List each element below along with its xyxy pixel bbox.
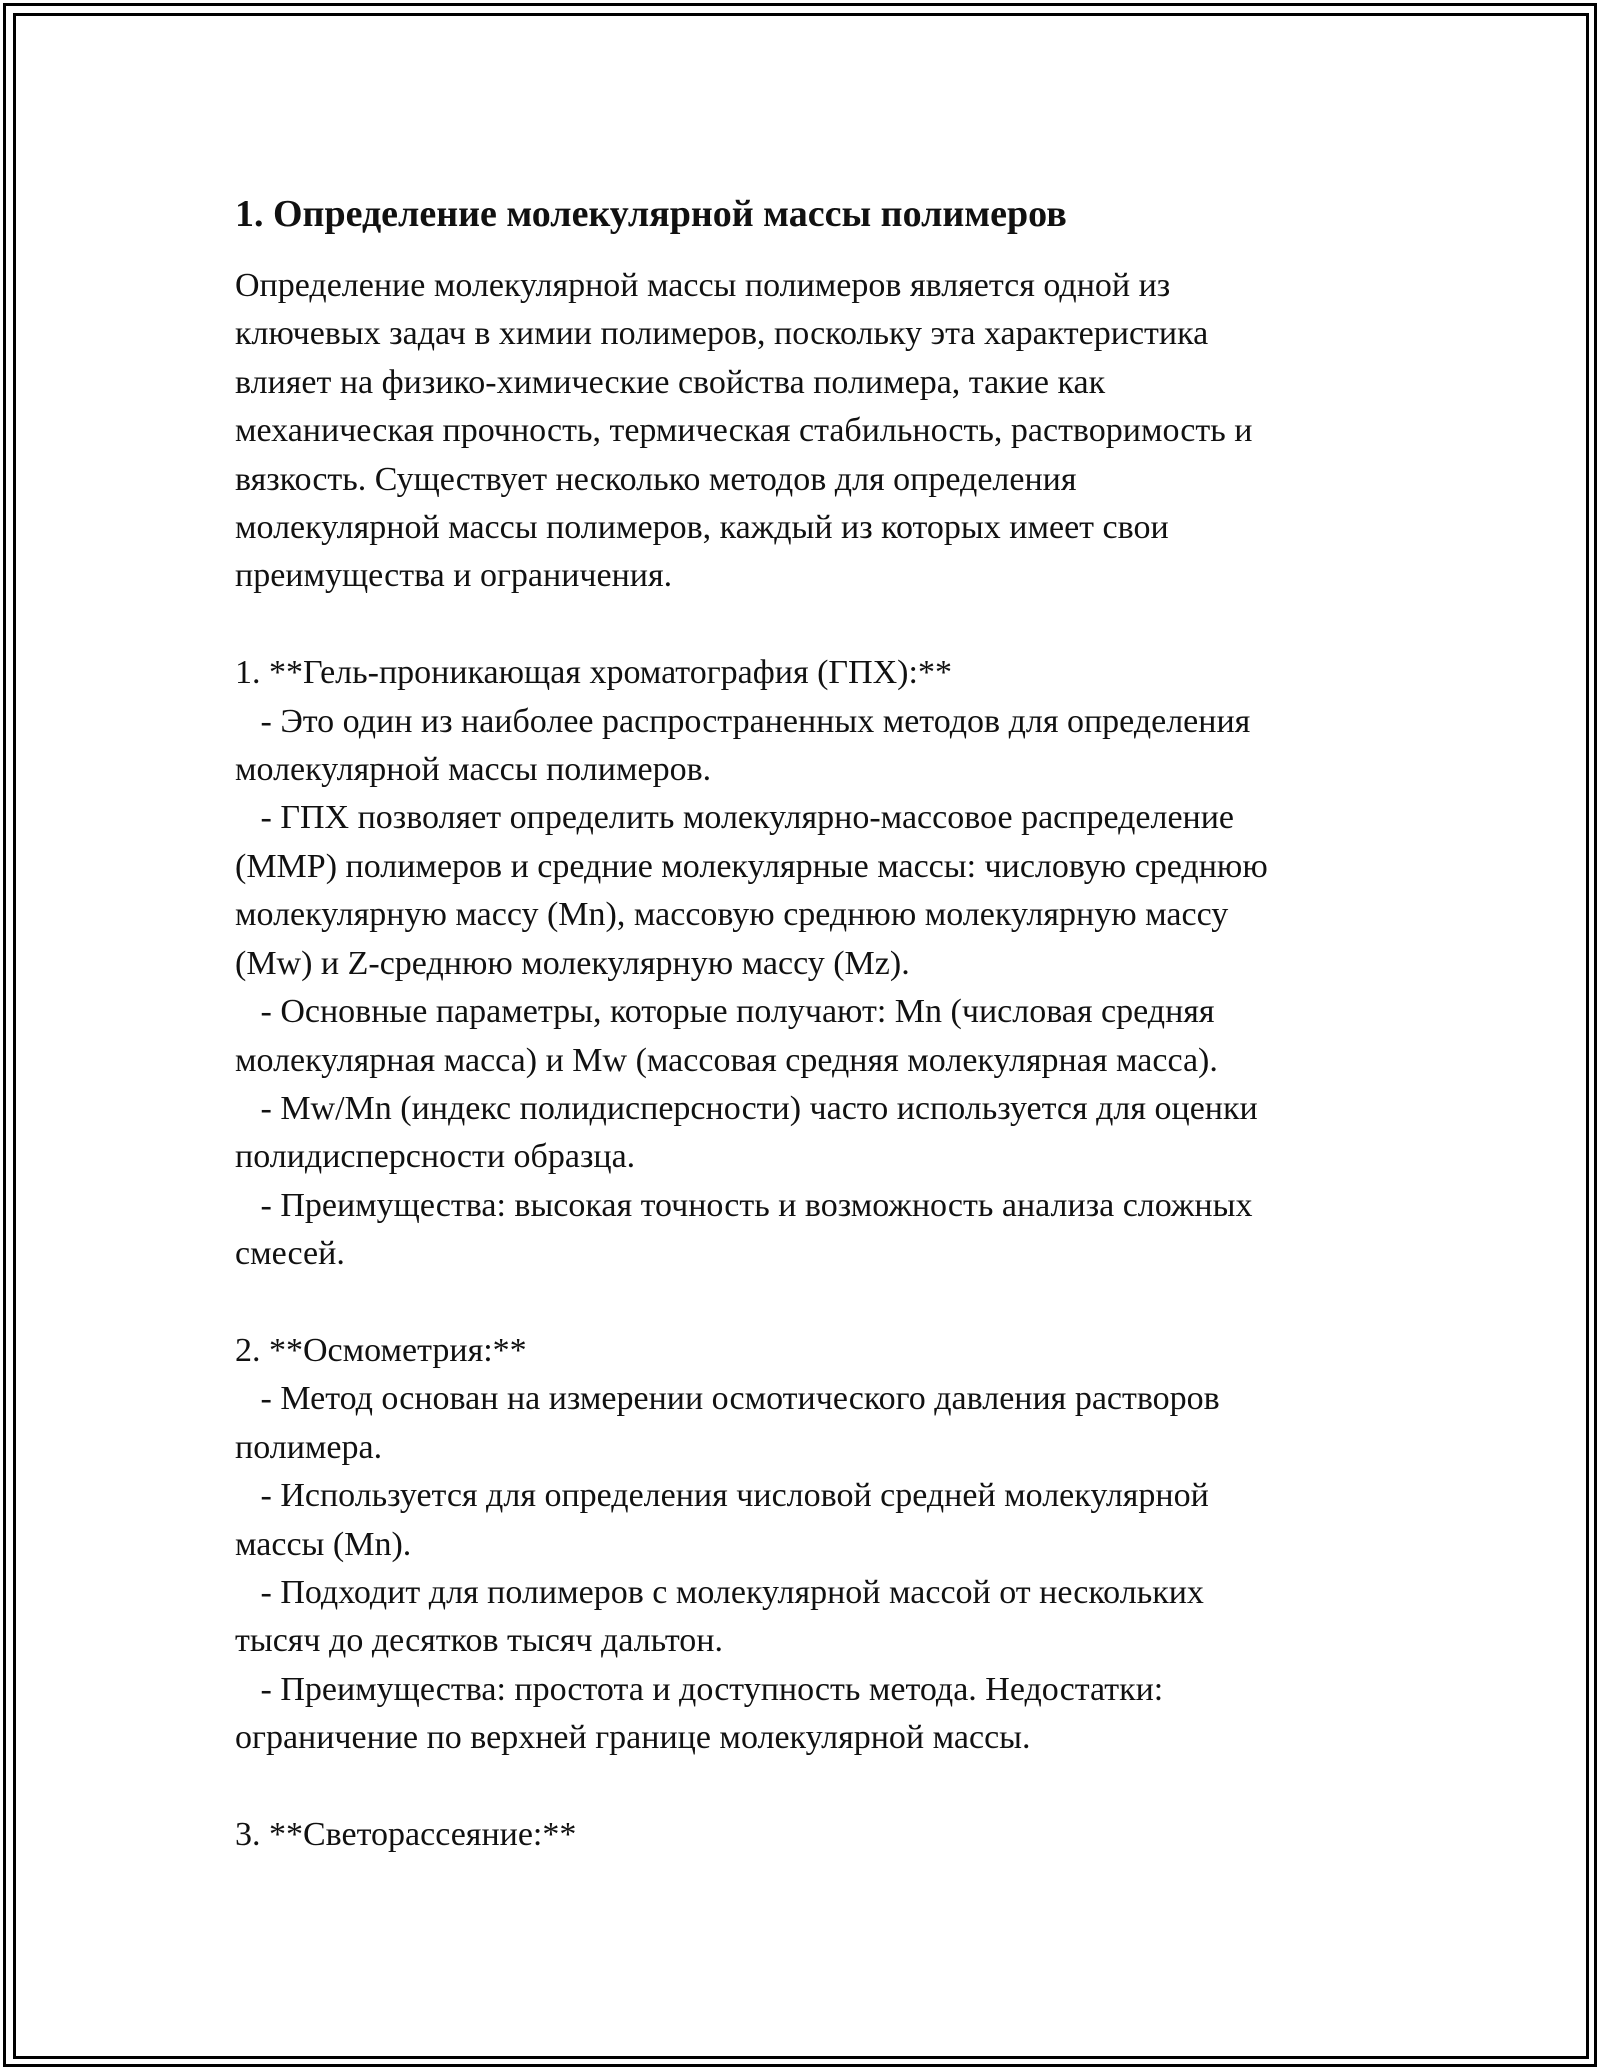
text-line: - Mw/Mn (индекс полидисперсности) часто используется для оценки — [235, 1089, 1258, 1127]
text-line: - Метод основан на измерении осмотического давления растворов — [235, 1380, 1220, 1418]
document-body — [235, 262, 1365, 1859]
text-line: Определение молекулярной массы полимеров является одной из — [235, 267, 1171, 304]
text-line: полидисперсности образца. — [235, 1138, 636, 1176]
text-line: - ГПХ позволяет определить молекулярно-массовое распределение — [235, 799, 1235, 837]
text-line: 1. **Гель-проникающая хроматография (ГПХ):** — [235, 654, 952, 692]
text-line: - Используется для определения числовой средней молекулярной — [235, 1477, 1209, 1515]
text-line: массы (Mn). — [235, 1525, 412, 1563]
text-line: смесей. — [235, 1235, 345, 1273]
document-content — [235, 186, 1365, 1859]
text-line: - Это один из наиболее распространенных методов для определения — [235, 702, 1251, 740]
text-line: вязкость. Существует несколько методов для определения — [235, 460, 1077, 498]
blank-line — [235, 1763, 1365, 1811]
text-line: (Mw) и Z-среднюю молекулярную массу (Mz). — [235, 944, 910, 982]
text-line: ограничение по верхней границе молекулярной массы. — [235, 1719, 1031, 1757]
blank-line — [235, 1279, 1365, 1327]
text-line: - Основные параметры, которые получают: Mn (числовая средняя — [235, 993, 1215, 1031]
text-line: 2. **Осмометрия:** — [235, 1331, 527, 1369]
blank-line — [235, 601, 1365, 649]
text-line: молекулярную массу (Mn), массовую среднюю молекулярную массу — [235, 896, 1229, 934]
text-line: полимера. — [235, 1428, 383, 1466]
text-line: молекулярной массы полимеров, каждый из которых имеет свои — [235, 509, 1169, 547]
text-line: влияет на физико-химические свойства полимера, такие как — [235, 363, 1106, 401]
document-title: 1. Определение молекулярной массы полимеров — [235, 193, 1067, 235]
text-line: преимущества и ограничения. — [235, 557, 673, 595]
text-line: (ММР) полимеров и средние молекулярные массы: числовую среднюю — [235, 847, 1268, 885]
text-line: ключевых задач в химии полимеров, поскольку эта характеристика — [235, 315, 1209, 353]
text-line: - Преимущества: высокая точность и возможность анализа сложных — [235, 1186, 1253, 1224]
text-line: механическая прочность, термическая стабильность, растворимость и — [235, 412, 1253, 450]
text-line: молекулярной массы полимеров. — [235, 751, 712, 789]
text-line: - Преимущества: простота и доступность метода. Недостатки: — [235, 1670, 1164, 1708]
text-line: 3. **Светорассеяние:** — [235, 1816, 577, 1853]
text-line: - Подходит для полимеров с молекулярной массой от нескольких — [235, 1573, 1204, 1611]
text-line: тысяч до десятков тысяч дальтон. — [235, 1622, 724, 1660]
text-line: молекулярная масса) и Mw (массовая средняя молекулярная масса). — [235, 1041, 1218, 1079]
